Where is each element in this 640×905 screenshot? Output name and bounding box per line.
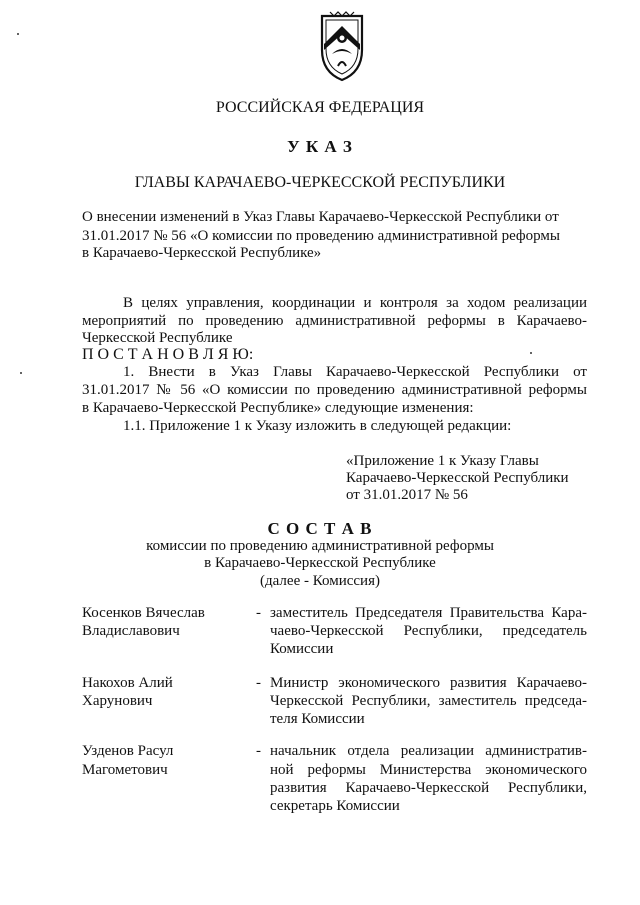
scan-dot <box>20 372 22 374</box>
coat-of-arms-emblem <box>318 10 366 82</box>
member-3-role-line-1: начальник отдела реализации административ- <box>270 743 587 759</box>
appendix-ref-line-2: Карачаево-Черкесской Республики <box>346 470 569 486</box>
composition-subtitle-1: комиссии по проведению административной реформы <box>146 538 494 554</box>
member-3-role-line-2: ной реформы Министерства экономического <box>270 762 587 778</box>
subject-line-2: 31.01.2017 № 56 «О комиссии по проведению административной реформы <box>82 228 560 244</box>
header-issuer: ГЛАВЫ КАРАЧАЕВО-ЧЕРКЕССКОЙ РЕСПУБЛИКИ <box>134 174 506 191</box>
member-1-name-line-1: Косенков Вячеслав <box>82 605 205 621</box>
member-1-role-line-2: чаево-Черкесской Республики, председатель <box>270 623 587 639</box>
scan-dot <box>530 352 532 354</box>
preamble-line-2: мероприятий по проведению административной реформы в Карачаево- <box>82 313 587 329</box>
member-1-name-line-2: Владиславович <box>82 623 180 639</box>
decree-word: П О С Т А Н О В Л Я Ю: <box>82 346 254 363</box>
header-country: РОССИЙСКАЯ ФЕДЕРАЦИЯ <box>215 99 425 116</box>
scan-dot <box>17 33 19 35</box>
appendix-ref-line-1: «Приложение 1 к Указу Главы <box>346 453 539 469</box>
preamble-line-1: В целях управления, координации и контроля за ходом реализации <box>123 295 587 311</box>
header-doc-type: У К А З <box>287 137 353 156</box>
member-1-role-line-1: заместитель Председателя Правительства Кара- <box>270 605 587 621</box>
preamble-line-3: Черкесской Республике <box>82 330 233 346</box>
member-3-dash: - <box>256 743 261 759</box>
composition-subtitle-3: (далее - Комиссия) <box>260 573 380 589</box>
composition-title: С О С Т А В <box>267 519 373 538</box>
member-3-name-line-1: Узденов Расул <box>82 743 174 759</box>
item-1-line-3: в Карачаево-Черкесской Республике» следующие изменения: <box>82 400 474 416</box>
member-1-role-line-3: Комиссии <box>270 641 334 657</box>
item-1-line-2: 31.01.2017 № 56 «О комиссии по проведению административной реформы <box>82 382 587 398</box>
subject-line-1: О внесении изменений в Указ Главы Карачаево-Черкесской Республики от <box>82 209 559 225</box>
member-1-dash: - <box>256 605 261 621</box>
member-3-name-line-2: Магометович <box>82 762 168 778</box>
item-1-1: 1.1. Приложение 1 к Указу изложить в следующей редакции: <box>123 418 512 434</box>
member-2-dash: - <box>256 675 261 691</box>
subject-line-3: в Карачаево-Черкесской Республике» <box>82 245 322 261</box>
member-2-name-line-1: Накохов Алий <box>82 675 173 691</box>
member-2-role-line-1: Министр экономического развития Карачаево- <box>270 675 587 691</box>
composition-subtitle-2: в Карачаево-Черкесской Республике <box>204 555 436 571</box>
member-3-role-line-4: секретарь Комиссии <box>270 798 400 814</box>
member-2-name-line-2: Харунович <box>82 693 153 709</box>
member-2-role-line-2: Черкесской Республики, заместитель председа- <box>270 693 587 709</box>
item-1-line-1: 1. Внести в Указ Главы Карачаево-Черкесской Республики от <box>123 364 587 380</box>
member-2-role-line-3: теля Комиссии <box>270 711 365 727</box>
appendix-ref-line-3: от 31.01.2017 № 56 <box>346 487 468 503</box>
member-3-role-line-3: развития Карачаево-Черкесской Республики, <box>270 780 587 796</box>
